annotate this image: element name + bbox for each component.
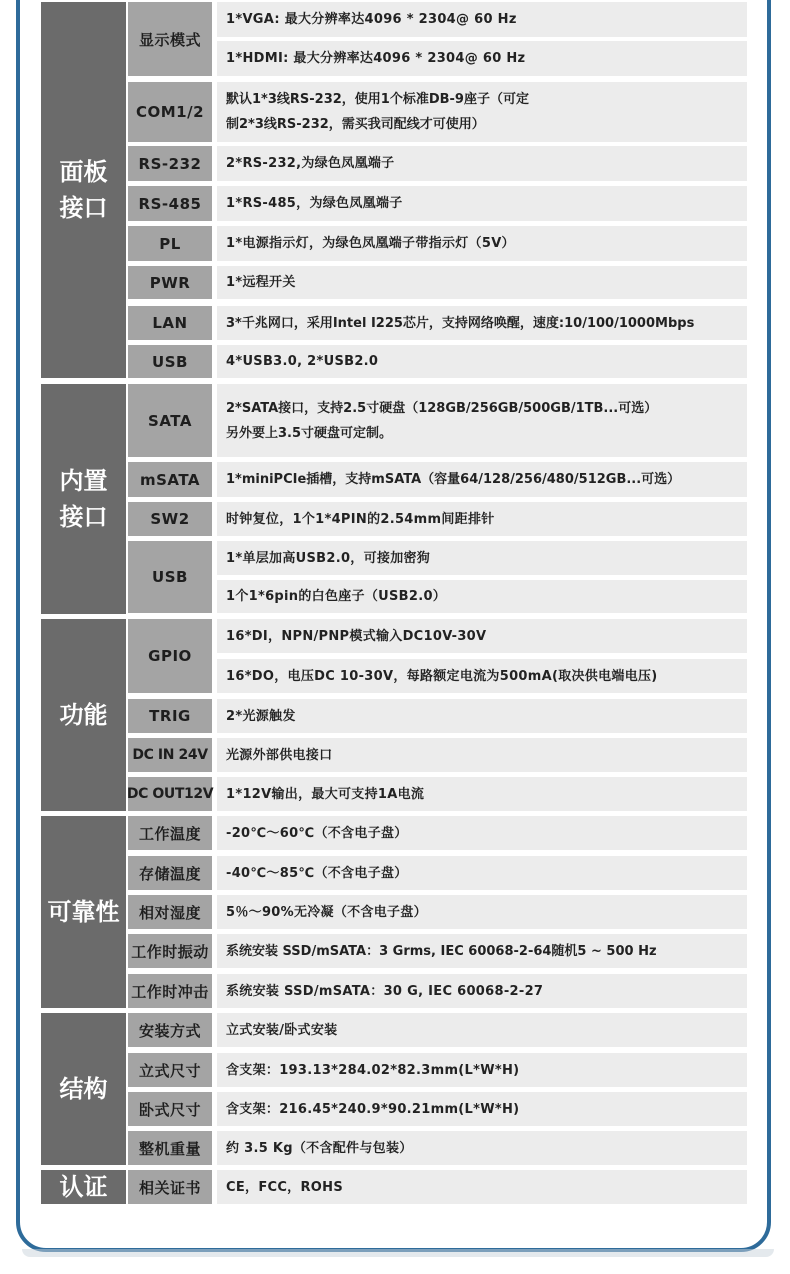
spec-value: 1*RS-485，为绿色凤凰端子 <box>217 186 747 221</box>
spec-value: -20℃～60℃（不含电子盘） <box>217 816 747 850</box>
spec-value: 2*光源触发 <box>217 699 747 733</box>
spec-label: SW2 <box>128 502 212 536</box>
spec-label: TRIG <box>128 699 212 733</box>
spec-value: 4*USB3.0, 2*USB2.0 <box>217 345 747 378</box>
spec-value: 1*12V输出，最大可支持1A电流 <box>217 777 747 811</box>
spec-label: RS-485 <box>128 186 212 221</box>
spec-value: 含支架：216.45*240.9*90.21mm(L*W*H) <box>217 1092 747 1126</box>
section-title: 面板 接口 <box>41 2 126 378</box>
spec-label: 相对湿度 <box>128 895 212 929</box>
spec-label: DC IN 24V <box>128 738 212 772</box>
spec-value: 2*RS-232,为绿色凤凰端子 <box>217 146 747 181</box>
spec-value: 1*单层加高USB2.0，可接加密狗 <box>217 541 747 575</box>
spec-value: 立式安装/卧式安装 <box>217 1013 747 1047</box>
spec-label: 工作时振动 <box>128 934 212 968</box>
spec-value: 2*SATA接口，支持2.5寸硬盘（128GB/256GB/500GB/1TB...可选） 另外要上3.5寸硬盘可定制。 <box>217 384 747 457</box>
spec-label: PL <box>128 226 212 261</box>
section-title: 内置 接口 <box>41 384 126 614</box>
spec-label: 工作温度 <box>128 816 212 850</box>
spec-value: 1*HDMI: 最大分辨率达4096 * 2304@ 60 Hz <box>217 41 747 76</box>
section-title: 认证 <box>41 1170 126 1204</box>
spec-label: SATA <box>128 384 212 457</box>
spec-value: 1*电源指示灯，为绿色凤凰端子带指示灯（5V） <box>217 226 747 261</box>
spec-value: 1*VGA: 最大分辨率达4096 * 2304@ 60 Hz <box>217 2 747 37</box>
spec-value: 16*DO，电压DC 10-30V，每路额定电流为500mA(取决供电端电压) <box>217 659 747 693</box>
spec-value: 含支架：193.13*284.02*82.3mm(L*W*H) <box>217 1053 747 1087</box>
spec-value: 5％～90%无冷凝（不含电子盘） <box>217 895 747 929</box>
spec-label: 整机重量 <box>128 1131 212 1165</box>
spec-label: USB <box>128 345 212 378</box>
spec-value: 3*千兆网口，采用Intel I225芯片，支持网络唤醒，速度:10/100/1000Mbps <box>217 306 747 340</box>
spec-value: CE，FCC，ROHS <box>217 1170 747 1204</box>
spec-label: PWR <box>128 266 212 299</box>
section-title: 功能 <box>41 619 126 811</box>
spec-label: 卧式尺寸 <box>128 1092 212 1126</box>
spec-label: 立式尺寸 <box>128 1053 212 1087</box>
spec-value: 默认1*3线RS-232，使用1个标准DB-9座子（可定 制2*3线RS-232，需买我司配线才可使用） <box>217 82 747 142</box>
spec-value: 1*远程开关 <box>217 266 747 299</box>
section-title: 结构 <box>41 1013 126 1165</box>
spec-value: 系统安装 SSD/mSATA：3 Grms, IEC 60068-2-64随机5 ~ 500 Hz <box>217 934 747 968</box>
spec-value: 系统安装 SSD/mSATA：30 G, IEC 60068-2-27 <box>217 974 747 1008</box>
spec-label: USB <box>128 541 212 613</box>
spec-label: LAN <box>128 306 212 340</box>
spec-label: 存储温度 <box>128 856 212 890</box>
spec-label: DC OUT12V <box>128 777 212 811</box>
spec-label: 工作时冲击 <box>128 974 212 1008</box>
spec-value: 光源外部供电接口 <box>217 738 747 772</box>
spec-label: RS-232 <box>128 146 212 181</box>
spec-value: -40℃～85℃（不含电子盘） <box>217 856 747 890</box>
spec-value: 时钟复位，1个1*4PIN的2.54mm间距排针 <box>217 502 747 536</box>
spec-label: GPIO <box>128 619 212 693</box>
spec-label: 安装方式 <box>128 1013 212 1047</box>
section-title: 可靠性 <box>41 816 126 1008</box>
spec-value: 16*DI，NPN/PNP模式输入DC10V-30V <box>217 619 747 653</box>
spec-value: 约 3.5 Kg（不含配件与包装） <box>217 1131 747 1165</box>
spec-label: mSATA <box>128 462 212 497</box>
spec-label: 相关证书 <box>128 1170 212 1204</box>
spec-label: 显示模式 <box>128 2 212 76</box>
spec-value: 1*miniPCIe插槽，支持mSATA（容量64/128/256/480/512GB...可选） <box>217 462 747 497</box>
frame-shadow <box>22 1249 774 1257</box>
spec-value: 1个1*6pin的白色座子（USB2.0） <box>217 580 747 613</box>
spec-label: COM1/2 <box>128 82 212 142</box>
